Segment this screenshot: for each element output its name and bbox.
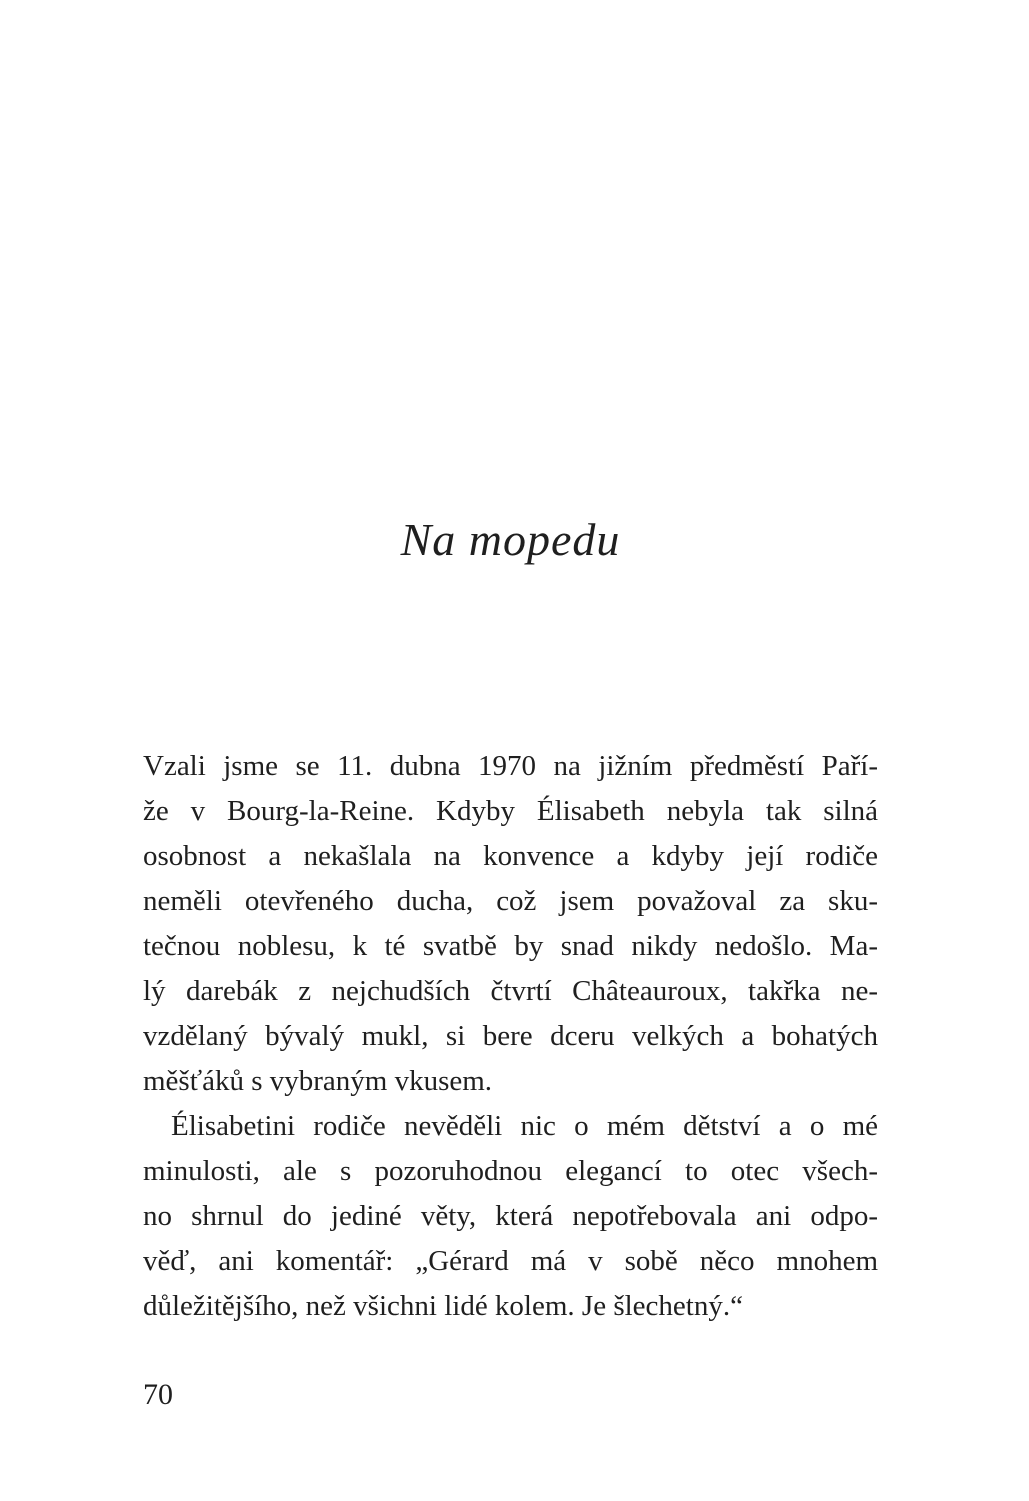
text-line: důležitějšího, než všichni lidé kolem. Je šlechetný.“ — [143, 1290, 743, 1322]
text-line: neměli otevřeného ducha, což jsem považoval za sku- — [143, 885, 878, 917]
text-line: minulosti, ale s pozoruhodnou elegancí to otec všech- — [143, 1155, 878, 1187]
chapter-title: Na mopedu — [400, 514, 621, 565]
text-line: osobnost a nekašlala na konvence a kdyby její rodiče — [143, 840, 878, 872]
text-line: lý darebák z nejchudších čtvrtí Châteauroux, takřka ne- — [143, 975, 878, 1007]
text-line: Vzali jsme se 11. dubna 1970 na jižním předměstí Paří- — [143, 750, 878, 782]
text-line: měšťáků s vybraným vkusem. — [143, 1065, 493, 1097]
text-line: věď, ani komentář: „Gérard má v sobě něco mnohem — [143, 1245, 878, 1277]
text-line: Élisabetini rodiče nevěděli nic o mém dětství a o mé — [171, 1110, 878, 1142]
text-line: no shrnul do jediné věty, která nepotřebovala ani odpo- — [143, 1200, 878, 1232]
text-line: tečnou noblesu, k té svatbě by snad nikdy nedošlo. Ma- — [143, 930, 878, 962]
text-line: vzdělaný bývalý mukl, si bere dceru velkých a bohatých — [143, 1020, 878, 1052]
page-number: 70 — [143, 1378, 173, 1411]
text-line: že v Bourg-la-Reine. Kdyby Élisabeth nebyla tak silná — [143, 795, 878, 827]
body-text — [143, 744, 878, 1329]
